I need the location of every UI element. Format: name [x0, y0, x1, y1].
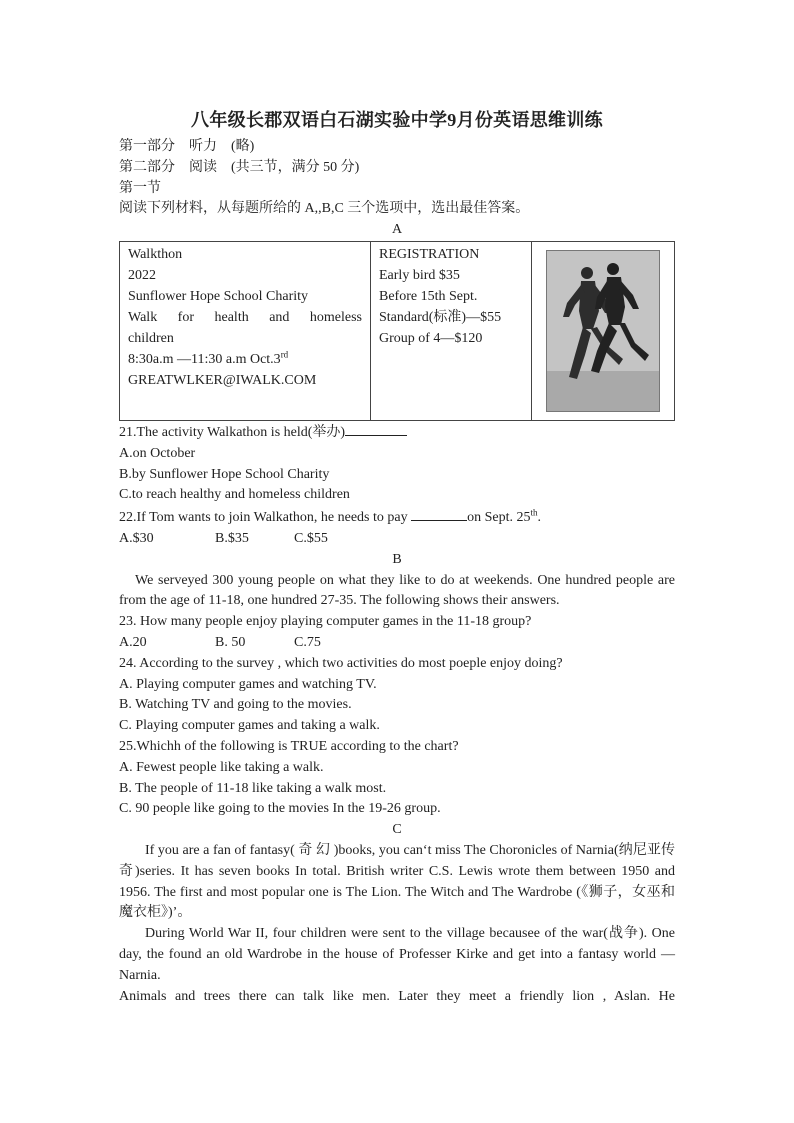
early-bird-price: Early bird $35 [379, 267, 460, 283]
q25-option-c: C. 90 people like going to the movies In the 19-26 group. [119, 801, 441, 817]
part1-heading: 第一部分 听力 (略) [119, 139, 255, 154]
q23-options [119, 633, 675, 654]
passage-a-label: A [391, 222, 403, 238]
q21-option-c: C.to reach healthy and homeless children [119, 487, 350, 503]
q21-answer-blank[interactable] [345, 421, 407, 436]
group-price: Group of 4—$120 [379, 330, 483, 346]
part2-heading: 第二部分 阅读 (共三节，满分 50 分) [119, 159, 360, 175]
q22-options [119, 529, 675, 550]
event-purpose: Walk for health and homeless [128, 309, 362, 325]
q22-stem-dot: . [537, 510, 542, 526]
q21-option-b: B.by Sunflower Hope School Charity [119, 466, 330, 482]
q24-option-c: C. Playing computer games and taking a walk. [119, 718, 380, 734]
event-organizer: Sunflower Hope School Charity [128, 288, 309, 304]
passage-b-label: B [392, 551, 402, 567]
q22-option-b: B.$35 [215, 530, 249, 546]
q24-option-b: B. Watching TV and going to the movies. [119, 697, 352, 713]
page-title: 八年级长郡双语白石湖实验中学9月份英语思维训练 [191, 110, 603, 130]
registration-heading: REGISTRATION [379, 246, 480, 262]
q23-option-a: A.20 [119, 634, 147, 650]
event-purpose-cont: children [128, 330, 174, 346]
passage-c-paragraph-3: Animals and trees there can talk like men. Later they meet a friendly lion , Aslan. He [119, 988, 675, 1004]
q24-option-a: A. Playing computer games and watching TV. [119, 676, 377, 692]
registration-cell [371, 241, 532, 420]
event-time-sup: rd [280, 349, 289, 360]
passage-c-label: C [392, 822, 402, 838]
q23-stem: 23. How many people enjoy playing computer games in the 11-18 group? [119, 614, 532, 630]
event-info-cell [120, 241, 371, 420]
q22-stem-sup: th [530, 507, 538, 518]
q21-stem-text: 21.The activity Walkathon is held(举办) [119, 424, 346, 440]
event-name: Walkthon [128, 246, 183, 262]
worksheet-content [119, 137, 675, 1007]
q22-stem-text: 22.If Tom wants to join Walkathon, he needs to pay [119, 510, 412, 526]
q23-option-c: C.75 [294, 634, 321, 650]
photo-cell [532, 241, 675, 420]
q23-option-b: B. 50 [215, 634, 246, 650]
passage-b-paragraph: We serveyed 300 young people on what they like to do at weekends. One hundred people are from the age of 11-18, one hundred 27-35. The following shows their answers. [119, 572, 675, 609]
q22-stem-end: on Sept. 25 [467, 510, 531, 526]
q24-stem: 24. According to the survey , which two activities do most poeple enjoy doing? [119, 655, 563, 671]
q22-answer-blank[interactable] [411, 506, 467, 521]
q22-option-c: C.$55 [294, 530, 328, 546]
q25-option-b: B. The people of 11-18 like taking a walk most. [119, 780, 387, 796]
event-time [128, 349, 362, 370]
q21-stem [119, 421, 675, 444]
q21-option-a: A.on October [119, 445, 196, 461]
walkathon-notice-table [119, 241, 675, 421]
early-bird-deadline: Before 15th Sept. [379, 288, 478, 304]
event-year: 2022 [128, 267, 156, 283]
passage-c-paragraph-2: During World War II, four children were sent to the village becausee of the war(战争). One day, the found an old Wardrobe in the house of Professer Kirke and get into a fantasy world —Narnia. [119, 926, 675, 983]
passage-c-paragraph-1: If you are a fan of fantasy( 奇 幻 )books, you can‘t miss The Choronicles of Narnia(纳尼亚传奇)series. It has seven books In total. British writer C.S. Lewis wrote them between 1950 and 1956. The first and most popular one is The Lion. The Witch and The Wardrobe (《狮子，女巫和魔衣柜》)’。 [119, 842, 675, 921]
q25-option-a: A. Fewest people like taking a walk. [119, 759, 324, 775]
q22-stem [119, 506, 675, 529]
instruction: 阅读下列材料，从每题所给的 A,,B,C 三个选项中，选出最佳答案。 [119, 201, 530, 217]
section1-heading: 第一节 [119, 180, 161, 196]
standard-price: Standard(标准)—$55 [379, 309, 502, 325]
event-time-text: 8:30a.m —11:30 a.m Oct.3 [128, 351, 281, 367]
runners-photo-icon [546, 250, 660, 412]
q22-option-a: A.$30 [119, 530, 154, 546]
q25-stem: 25.Whichh of the following is TRUE according to the chart? [119, 738, 459, 754]
event-email: GREATWLKER@IWALK.COM [128, 372, 317, 388]
